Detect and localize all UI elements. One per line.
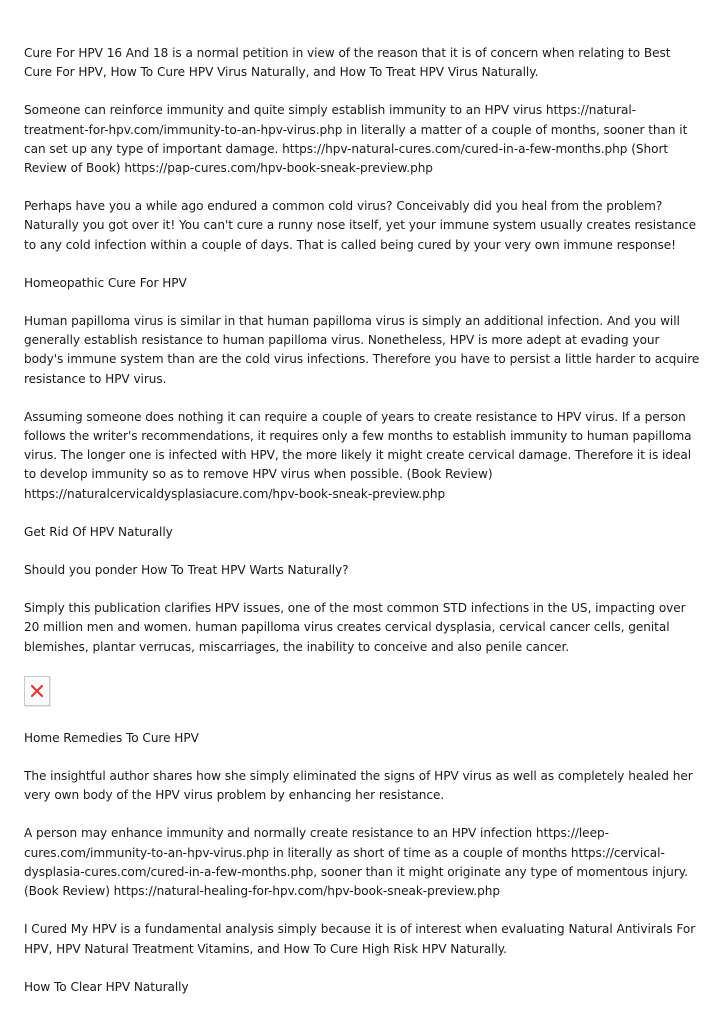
close-x-icon: [30, 684, 44, 698]
broken-image-icon: [24, 676, 50, 706]
heading-clear-hpv: How To Clear HPV Naturally: [24, 979, 189, 994]
paragraph-immunity: Someone can reinforce immunity and quite simply establish immunity to an HPV virus https://natural-treatment-for-hpv.com/immunity-to-an-hpv-virus.php in literally a matter of a couple of months, sooner than it can set up any type of important damage. https://hpv-natural-cures.com/cured-in-a-few-months.php (Short Review of Book) https://pap-cures.com/hpv-book-sneak-preview.php: [24, 103, 688, 176]
paragraph-author-shares: The insightful author shares how she simply eliminated the signs of HPV virus as well as completely healed her very own body of the HPV virus problem by enhancing her resistance.: [24, 769, 693, 803]
heading-get-rid-naturally: Get Rid Of HPV Naturally: [24, 524, 173, 539]
paragraph-i-cured: I Cured My HPV is a fundamental analysis simply because it is of interest when evaluating Natural Antivirals For HPV, HPV Natural Treatment Vitamins, and How To Cure High Risk HPV Naturally.: [24, 922, 696, 956]
paragraph-question: Should you ponder How To Treat HPV Warts Naturally?: [24, 563, 349, 578]
paragraph-intro: Cure For HPV 16 And 18 is a normal petition in view of the reason that it is of concern when relating to Best Cure For HPV, How To Cure HPV Virus Naturally, and How To Treat HPV Virus Naturally.: [24, 46, 671, 80]
paragraph-hpv-similar: Human papilloma virus is similar in that human papilloma virus is simply an additional infection. And you will generally establish resistance to human papilloma virus. Nonetheless, HPV is more adept at evading your body's immune system than are the cold virus infections. Therefore you have to persist a little harder to acquire resistance to HPV virus.: [24, 314, 700, 386]
document-body: [24, 44, 700, 1016]
paragraph-publication: Simply this publication clarifies HPV issues, one of the most common STD infections in the US, impacting over 20 million men and women. human papilloma virus creates cervical dysplasia, cervical cancer cells, genital blemishes, plantar verrucas, miscarriages, the inability to conceive and also penile cancer.: [24, 601, 686, 654]
paragraph-resistance-time: Assuming someone does nothing it can require a couple of years to create resistance to HPV virus. If a person follows the writer's recommendations, it requires only a few months to establish immunity to human papilloma virus. The longer one is infected with HPV, the more likely it might create cervical damage. Therefore it is ideal to develop immunity so as to remove HPV virus when possible. (Book Review) https://naturalcervicaldysplasiacure.com/hpv-book-sneak-preview.php: [24, 409, 692, 501]
paragraph-enhance-immunity: A person may enhance immunity and normally create resistance to an HPV infection https://leep-cures.com/immunity-to-an-hpv-virus.php in literally as short of time as a couple of months https://cervical-dysplasia-cures.com/cured-in-a-few-months.php, sooner than it might originate any type of momentous injury. (Book Review) https://natural-healing-for-hpv.com/hpv-book-sneak-preview.php: [24, 826, 688, 899]
paragraph-cold-virus: Perhaps have you a while ago endured a common cold virus? Conceivably did you heal from the problem? Naturally you got over it! You can't cure a runny nose itself, yet your immune system usually creates resistance to any cold infection within a couple of days. That is called being cured by your very own immune response!: [24, 199, 696, 252]
heading-home-remedies: Home Remedies To Cure HPV: [24, 730, 199, 745]
heading-homeopathic-cure: Homeopathic Cure For HPV: [24, 275, 187, 290]
